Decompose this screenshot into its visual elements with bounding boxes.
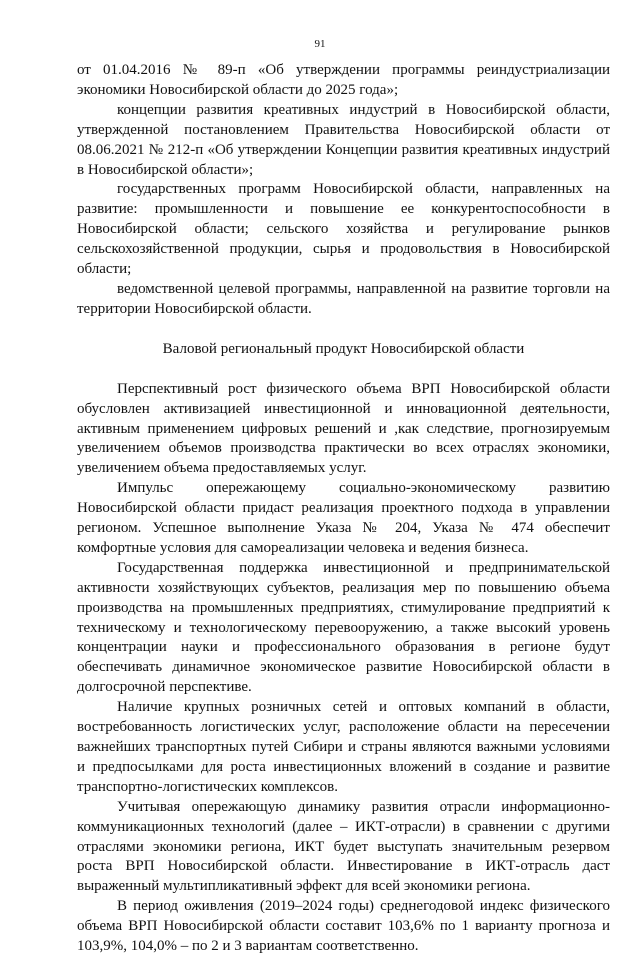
paragraph: Государственная поддержка инвестиционной и предпринимательской активности хозяйствующих субъектов, реализация мер по повышению объема производства на промышленных предприятиях, стимулирование предприятий к техническому и технологическому перевооружению, а также высокий уровень концентрации науки и профессионального образования в регионе будут обеспечивать динамичное экономическое развитие Новосибирской области в долгосрочной перспективе.: [77, 559, 610, 696]
page-number: 91: [314, 38, 326, 50]
paragraph: ведомственной целевой программы, направленной на развитие торговли на территории Новосибирской области.: [77, 280, 610, 317]
paragraph: от 01.04.2016 № 89-п «Об утверждении программы реиндустриализации экономики Новосибирской области до 2025 года»;: [77, 62, 610, 98]
paragraph: В период оживления (2019–2024 годы) среднегодовой индекс физического объема ВРП Новосибирской области составит 103,6% по 1 варианту прогноза и 103,9%, 104,0% – по 2 и 3 вариантам соответственно.: [77, 898, 610, 955]
paragraph: Импульс опережающему социально-экономическому развитию Новосибирской области придаст реализация проектного подхода в управлении регионом. Успешное выполнение Указа № 204, Указа № 474 обеспечит комфортные условия для самореализации человека и ведения бизнеса.: [77, 480, 610, 556]
paragraph: Перспективный рост физического объема ВРП Новосибирской области обусловлен активизацией инвестиционной и инновационной деятельности, активным применением цифровых решений и ,как следствие, прогнозируемым увеличением объемов производства практически во всех отраслях экономики, увеличением объема предоставляемых услуг.: [77, 380, 610, 477]
paragraph: Учитывая опережающую динамику развития отрасли информационно-коммуникационных технологий (далее – ИКТ-отрасли) в сравнении с другими отраслями экономики региона, ИКТ будет выступать значительным резервом роста ВРП Новосибирской области. Инвестирование в ИКТ-отрасль даст выраженный мультипликативный эффект для всей экономики региона.: [77, 798, 610, 895]
document-body: [77, 61, 610, 957]
paragraph: государственных программ Новосибирской области, направленных на развитие: промышленности и повышение ее конкурентоспособности в Новосибирской области; сельского хозяйства и регулирование рынков сельскохозяйственной продукции, сырья и продовольствия в Новосибирской области;: [77, 181, 610, 278]
paragraph: Наличие крупных розничных сетей и оптовых компаний в области, востребованность логистических услуг, расположение области на пересечении важнейших транспортных путей Сибири и страны являются важными условиями и предпосылками для роста инвестиционных вложений в создание и развитие транспортно-логистических комплексов.: [77, 699, 610, 795]
paragraph: концепции развития креативных индустрий в Новосибирской области, утвержденной постановлением Правительства Новосибирской области от 08.06.2021 № 212-п «Об утверждении Концепции развития креативных индустрий в Новосибирской области»;: [77, 101, 610, 178]
section-heading: Валовой региональный продукт Новосибирской области: [162, 340, 525, 357]
